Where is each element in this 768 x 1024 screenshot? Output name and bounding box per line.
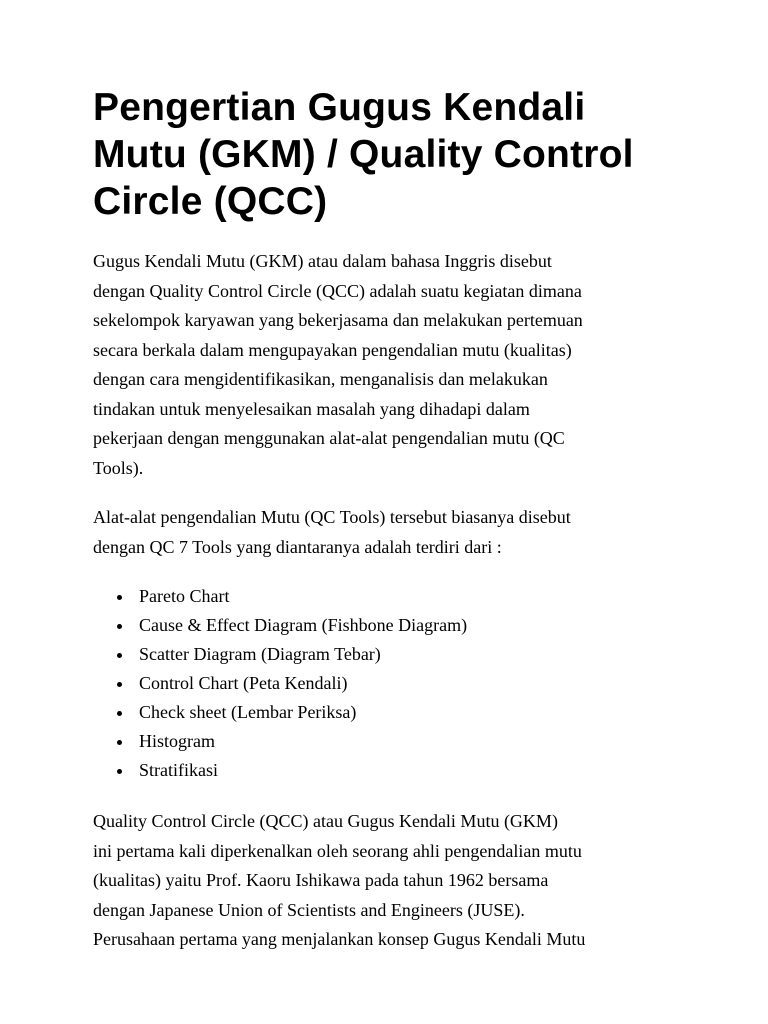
list-item-label: Scatter Diagram (Diagram Tebar) [139, 644, 381, 664]
qc-tools-list [93, 582, 673, 785]
bullet-icon [117, 682, 122, 687]
paragraph-line: Tools). [93, 457, 144, 478]
list-item [93, 756, 673, 785]
intro-paragraph [93, 247, 673, 483]
list-item-label: Stratifikasi [139, 760, 218, 780]
paragraph-line: sekelompok karyawan yang bekerjasama dan melakukan pertemuan [93, 310, 583, 330]
paragraph-line: dengan Quality Control Circle (QCC) adalah suatu kegiatan dimana [93, 280, 582, 301]
bullet-icon [117, 740, 122, 745]
bullet-icon [117, 769, 122, 774]
list-item [93, 727, 673, 756]
list-item [93, 582, 673, 611]
paragraph-line: Quality Control Circle (QCC) atau Gugus Kendali Mutu (GKM) [93, 811, 558, 831]
list-item [93, 669, 673, 698]
paragraph-line: (kualitas) yaitu Prof. Kaoru Ishikawa pada tahun 1962 bersama [93, 870, 549, 890]
list-item [93, 698, 673, 727]
paragraph-line: Perusahaan pertama yang menjalankan konsep Gugus Kendali Mutu [93, 929, 586, 949]
document-page [93, 84, 673, 975]
paragraph-line: dengan Japanese Union of Scientists and Engineers (JUSE). [93, 899, 525, 920]
paragraph-line: Alat-alat pengendalian Mutu (QC Tools) tersebut biasanya disebut [93, 507, 571, 527]
title-line: Circle (QCC) [93, 180, 328, 223]
bullet-icon [117, 595, 122, 600]
bullet-icon [117, 653, 122, 658]
paragraph-line: tindakan untuk menyelesaikan masalah yang dihadapi dalam [93, 398, 530, 419]
list-item-label: Pareto Chart [139, 586, 230, 606]
paragraph-line: pekerjaan dengan menggunakan alat-alat pengendalian mutu (QC [93, 428, 565, 448]
page-title [93, 84, 673, 225]
list-item-label: Cause & Effect Diagram (Fishbone Diagram) [139, 615, 468, 635]
paragraph-line: secara berkala dalam mengupayakan pengendalian mutu (kualitas) [93, 339, 572, 360]
list-item-label: Histogram [139, 731, 215, 751]
title-line: Mutu (GKM) / Quality Control [93, 133, 634, 176]
title-line: Pengertian Gugus Kendali [93, 86, 586, 129]
bullet-icon [117, 711, 122, 716]
history-paragraph [93, 807, 673, 955]
paragraph-line: dengan QC 7 Tools yang diantaranya adalah terdiri dari : [93, 536, 502, 557]
list-item [93, 611, 673, 640]
paragraph-line: Gugus Kendali Mutu (GKM) atau dalam bahasa Inggris disebut [93, 251, 552, 271]
tools-intro-paragraph [93, 503, 673, 562]
list-item-label: Check sheet (Lembar Periksa) [139, 702, 357, 722]
paragraph-line: ini pertama kali diperkenalkan oleh seorang ahli pengendalian mutu [93, 840, 582, 861]
bullet-icon [117, 624, 122, 629]
list-item-label: Control Chart (Peta Kendali) [139, 673, 348, 693]
list-item [93, 640, 673, 669]
paragraph-line: dengan cara mengidentifikasikan, menganalisis dan melakukan [93, 369, 548, 389]
